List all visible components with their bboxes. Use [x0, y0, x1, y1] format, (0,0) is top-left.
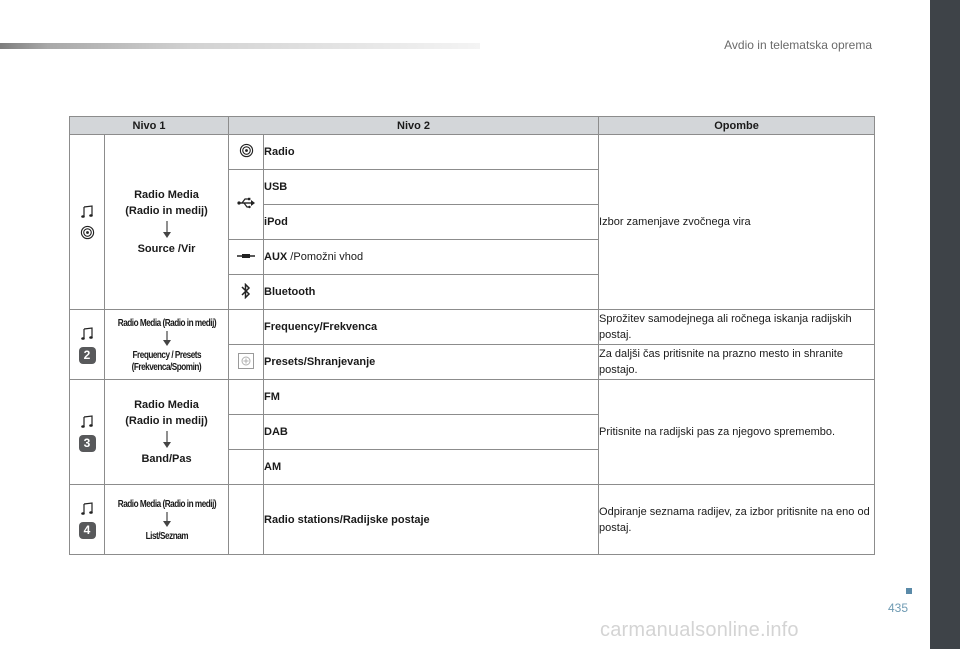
level2-icon-cell: [229, 485, 264, 555]
level2-label[interactable]: Frequency/Frekvenca: [264, 310, 599, 345]
column-header-level1: Nivo 1: [70, 117, 229, 135]
level2-label[interactable]: iPod: [264, 205, 599, 240]
level1-title: Radio Media (Radio in medij): [117, 498, 216, 510]
level1-target: Source /Vir: [137, 243, 196, 255]
music-note-icon: [80, 205, 94, 219]
menu-table: [69, 116, 875, 555]
level1-list-cell: [105, 485, 229, 555]
presets-icon: [238, 353, 254, 369]
table-row: [70, 310, 875, 345]
level2-label[interactable]: Presets/Shranjevanje: [264, 345, 599, 380]
aux-icon: [237, 251, 255, 261]
aux-label: AUX: [264, 251, 288, 263]
aux-suffix: /Pomožni vhod: [287, 251, 364, 263]
music-note-icon: [80, 415, 94, 429]
level2-label[interactable]: AM: [264, 450, 599, 485]
header-gradient-bar: [0, 43, 480, 49]
note-cell: Izbor zamenjave zvočnega vira: [599, 135, 875, 310]
level1-target: Frequency / Presets: [132, 349, 201, 361]
level2-label[interactable]: Radio: [264, 135, 599, 170]
level1-subtitle: (Radio in medij): [125, 205, 208, 217]
level1-title: Radio Media: [134, 399, 199, 411]
level2-icon-cell: [229, 450, 264, 485]
arrow-down-icon: [162, 221, 172, 239]
page-number: 435: [888, 601, 909, 615]
level1-title: Radio Media: [134, 189, 199, 201]
level1-subtitle: (Radio in medij): [125, 415, 208, 427]
level2-icon-cell: [229, 170, 264, 240]
level1-target-sub: (Frekvenca/Spomin): [131, 361, 202, 373]
music-note-icon: [80, 502, 94, 516]
note-cell: Sprožitev samodejnega ali ročnega iskanja radijskih postaj.: [599, 310, 875, 345]
level2-icon-cell: [229, 415, 264, 450]
side-tab-strip: [930, 0, 960, 649]
page-header-title: Avdio in telematska oprema: [724, 38, 872, 52]
level1-source-cell: [105, 135, 229, 310]
step-badge: 3: [79, 435, 96, 452]
column-header-level2: Nivo 2: [229, 117, 599, 135]
level1-band-cell: [105, 380, 229, 485]
level2-icon-cell: [229, 275, 264, 310]
table-row: [70, 135, 875, 170]
level2-icon-cell: [229, 135, 264, 170]
radio-icon: [80, 225, 95, 240]
level2-icon-cell: [229, 345, 264, 380]
table-row: [70, 380, 875, 415]
note-cell: Za daljši čas pritisnite na prazno mesto in shranite postajo.: [599, 345, 875, 380]
level2-label[interactable]: DAB: [264, 415, 599, 450]
music-note-icon: [80, 327, 94, 341]
level1-frequency-cell: [105, 310, 229, 380]
level2-label[interactable]: Radio stations/Radijske postaje: [264, 485, 599, 555]
note-cell: Odpiranje seznama radijev, za izbor pritisnite na eno od postaj.: [599, 485, 875, 555]
level2-icon-cell: [229, 240, 264, 275]
level2-icon-cell: [229, 380, 264, 415]
usb-icon: [237, 197, 255, 209]
arrow-down-icon: [162, 512, 172, 528]
table-row: [70, 485, 875, 555]
bluetooth-icon: [241, 283, 251, 299]
level1-target: List/Seznam: [145, 530, 188, 542]
arrow-down-icon: [162, 431, 172, 449]
arrow-down-icon: [162, 331, 172, 347]
step-badge: 4: [79, 522, 96, 539]
level2-icon-cell: [229, 310, 264, 345]
table-header-row: [70, 117, 875, 135]
level2-label[interactable]: [264, 240, 599, 275]
column-header-notes: Opombe: [599, 117, 875, 135]
level2-label[interactable]: USB: [264, 170, 599, 205]
level1-icons-cell: [70, 135, 105, 310]
step-badge: 2: [79, 347, 96, 364]
level1-target: Band/Pas: [141, 453, 192, 465]
watermark-text: carmanualsonline.info: [600, 619, 799, 641]
page-marker: [906, 588, 912, 594]
level1-title: Radio Media (Radio in medij): [117, 317, 216, 329]
level1-icons-cell: [70, 485, 105, 555]
radio-icon: [239, 143, 254, 158]
level2-label[interactable]: Bluetooth: [264, 275, 599, 310]
level1-icons-cell: [70, 380, 105, 485]
level2-label[interactable]: FM: [264, 380, 599, 415]
level1-icons-cell: [70, 310, 105, 380]
note-cell: Pritisnite na radijski pas za njegovo spremembo.: [599, 380, 875, 485]
